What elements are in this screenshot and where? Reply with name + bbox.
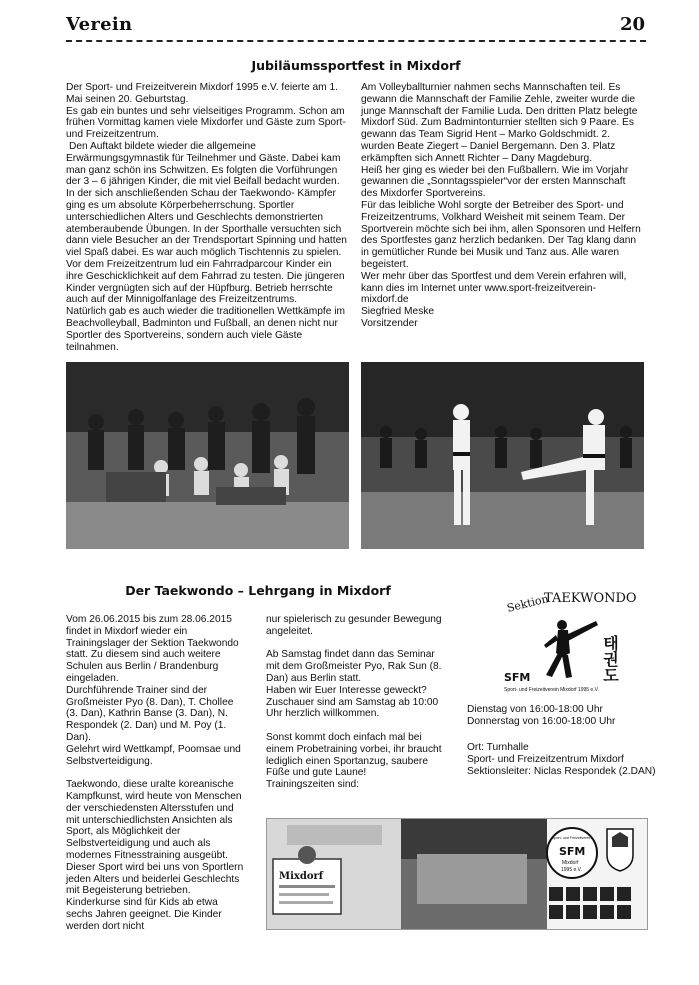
logo-club-text: Sport- und Freizeitverein Mixdorf 1995 e.V. [504,687,599,693]
section-title: Verein [66,14,133,35]
paragraph: nur spielerisch zu gesunder Bewegung angeleitet. [266,614,442,637]
logo-taekwondo-text: TAEKWONDO [544,591,637,606]
paragraph: Der Sport- und Freizeitverein Mixdorf 1995 e.V. feierte am 1. Mai seinen 20. Geburtstag. [66,82,338,105]
logo-sfm-text: SFM [504,671,531,684]
header-divider [66,40,646,42]
paragraph: Sonst kommt doch einfach mal bei einem Probetraining vorbei, ihr braucht lediglich einen Sportanzug, saubere Füße und gute Laune! [266,731,442,779]
spacer [266,720,446,732]
page-number: 20 [619,14,645,35]
logo-sektion-text: Sektion [505,592,550,615]
signature-name: Siegfried Meske [361,306,435,318]
paragraph: Trainingszeiten sind: [266,779,360,791]
paragraph: Zuschauer sind am Samstag ab 10:00 Uhr herzlich willkommen. [266,696,439,720]
spacer [266,638,446,650]
paragraph: Haben wir Euer Interesse geweckt? [266,684,427,696]
photo-crowd [66,362,349,549]
place-line: Sport- und Freizeitzentrum Mixdorf [467,754,624,765]
logo-korean-text: 태권도 [600,635,620,683]
town-crest-icon [298,846,316,864]
paragraph: Durchführende Trainer sind der Großmeister Pyo (8. Dan), T. Chollee (3. Dan), Kathrin Banse (3. Dan), N. Respondek (2. Dan) und M. Poy (1. Dan). [66,684,234,743]
paragraph: Den Auftakt bildete wieder die allgemeine Erwärmungsgymnastik für Teilnehmer und Gäste. Dabei kam man ganz schön ins Schwitzen. Es folgten die Vorführungen der 3 – 6 jährigen Kinder, die mit viel Beifall bedacht wurden. In der sich anschließenden Schau der Taekwondo- Kämpfer ging es um absolute Körperbeherrschung. Sportler unterschiedlichen Alters und Geschlechts demonstrierten atemberaubende Übungen. In der Sporthalle versuchten sich dann viele Besucher an der Trendsportart Spinning und hatten viel Spaß dabei. Es war auch möglich Tischtennis zu spielen. Vor dem Freizeitzentrum lud ein Fahrradparcour Kinder ein ihre Geschicklichkeit auf dem Fahrrad zu testen. Die jüngeren Kinder vergnügten sich auf der Hüpfburg. Betrieb herrschte auch auf der Minnigolfanlage des Freizeitzentrums. [66,140,347,306]
photo-taekwondo-kick [361,362,644,549]
paragraph: Wer mehr über das Sportfest und dem Verein erfahren will, kann dies im Internet unter www.sport-freizeitverein-mixdorf.de [361,270,627,306]
taekwondo-section-logo [500,585,645,695]
article2-column-middle [266,614,446,791]
badge-sfm-text: SFM [559,845,586,858]
place-line: Ort: Turnhalle [467,742,529,753]
badge-town-text: Mixdorf [562,860,579,866]
signature-role: Vorsitzender [361,317,418,329]
badge-year-text: 1995 e.V. [561,867,582,873]
spacer [66,767,244,779]
paragraph: Natürlich gab es auch wieder die traditionellen Wettkämpfe im Beachvolleyball, Badminton und Fußball, an denen nicht nur Sportler des Sportvereins, sondern auch viele Gäste teilnahmen. [66,306,345,353]
badge-top-text: Sport- und Freizeitverein [552,836,592,840]
paragraph: Heiß her ging es wieder bei den Fußballern. Wie im Vorjahr gewannen die „Sonntagsspieler“vor der ersten Mannschaft des Mixdorfer Sportvereins. [361,164,629,200]
training-time: Donnerstag von 16:00-18:00 Uhr [467,716,616,727]
article1-column-right [361,82,643,330]
kicking-figure-icon [544,620,598,678]
article2-title: Der Taekwondo – Lehrgang in Mixdorf [125,583,391,598]
paragraph: Taekwondo, diese uralte koreanische Kampfkunst, wird heute von Menschen der verschiedensten Altersstufen und mit unterschiedlichsten Ansichten als Sport, als Möglichkeit der Selbstverteidigung und auch als modernes Fitnesstraining ausgeübt. [66,779,242,861]
paragraph: Gelehrt wird Wettkampf, Poomsae und Selbstverteidigung. [66,743,241,767]
paragraph: Dieser Sport wird bei uns von Sportlern jeden Alters und beiderlei Geschlechts mit Begeisterung betrieben. Kinderkurse sind für Kids ab etwa sechs Jahren geeignet. Die Kinder werden dort nicht [66,861,244,932]
paragraph: Für das leibliche Wohl sorgte der Betreiber des Sport- und Freizeitzentrums, Volkhard Weisheit mit seinem Team. Der Sportverein möchte sich bei ihm, allen Sponsoren und Helfern des Sportfestes ganz herzlich bedanken. Der Tag klang dann in gemütlicher Runde bei Musik und Tanz aus. Alle waren begeistert. [361,199,641,270]
sponsor-banner [266,818,648,930]
place-line: Sektionsleiter: Niclas Respondek (2.DAN) [467,766,656,777]
article1-column-left [66,82,348,353]
banner-sign-title: Mixdorf [279,871,324,882]
training-times [467,704,647,728]
paragraph: Vom 26.06.2015 bis zum 28.06.2015 findet in Mixdorf wieder ein Trainingslager der Sektion Taekwondo statt. Zu diesem sind auch weitere Schulen aus Berlin / Brandenburg eingeladen. [66,614,239,684]
training-time: Dienstag von 16:00-18:00 Uhr [467,704,603,715]
article2-column-left [66,614,244,933]
paragraph: Es gab ein buntes und sehr vielseitiges Programm. Schon am frühen Vormittag kamen viele Mixdorfer und Gäste zum Sport- und Freizeitzentrum. [66,105,346,141]
training-place [467,742,656,778]
paragraph: Am Volleyballturnier nahmen sechs Mannschaften teil. Es gewann die Mannschaft der Familie Zehle, zweiter wurde die junge Mannschaft der Familie Luda. Den dritten Platz belegte Mixdorf Süd. Zum Badmintonturnier stellten sich 9 Paare. Es gewann das Team Sigrid Hent – Marko Goldschmidt. 2. wurden Beate Ziegert – Daniel Bergemann. Den 3. Platz erkämpften sich Annett Richter – Dany Magdeburg. [361,82,638,164]
article1-title: Jubiläumssportfest in Mixdorf [251,58,461,73]
paragraph: Ab Samstag findet dann das Seminar mit dem Großmeister Pyo, Rak Sun (8. Dan) aus Berlin statt. [266,649,442,684]
